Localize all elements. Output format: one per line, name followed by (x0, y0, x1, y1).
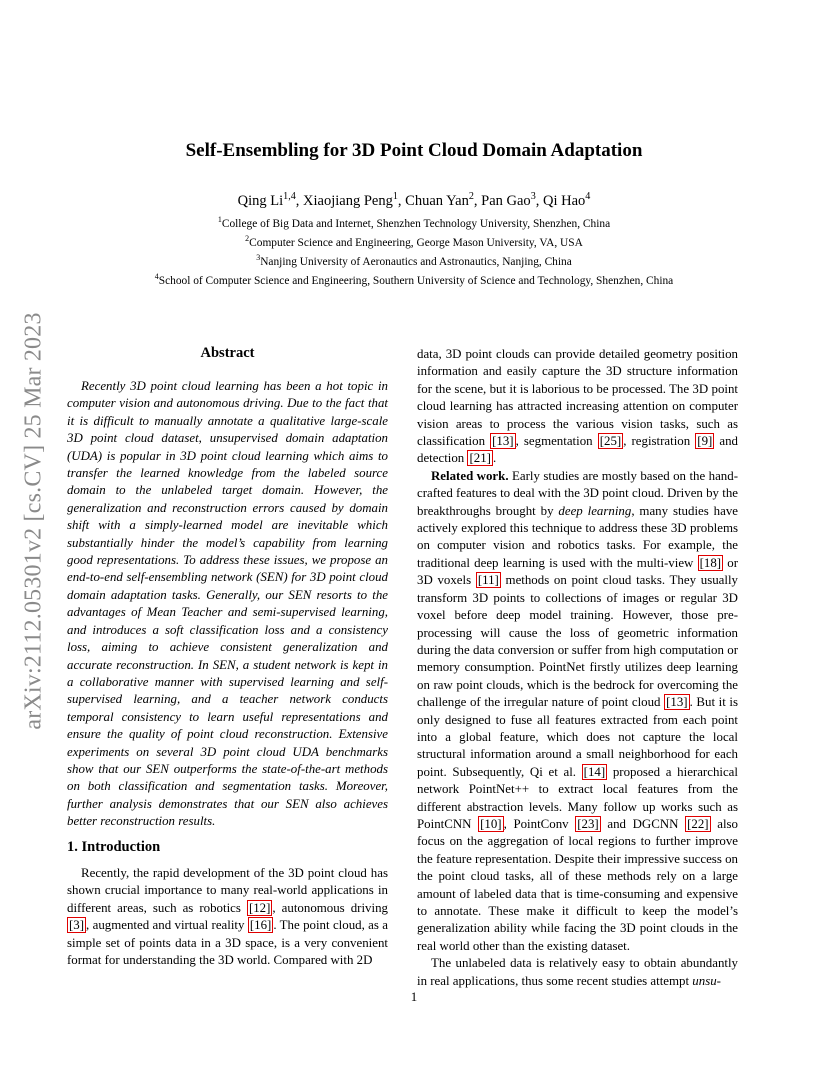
paper-title: Self-Ensembling for 3D Point Cloud Domain Adaptation (185, 140, 643, 161)
author-name: Xiaojiang Peng (303, 193, 393, 209)
body-text: . The point cloud, as a simple set of points data in a 3D space, is a very convenient format for understanding the 3D world. Compared with 2D (67, 918, 388, 968)
intro-column-right (417, 346, 739, 988)
author-list: Qing Li$^{1,4}$, Xiaojiang Peng$^1$, Chuan Yan$^2$, Pan Gao$^3$, Qi Hao$^4$ (237, 191, 591, 209)
arxiv-stamp (14, 285, 54, 757)
body-text: , many studies have actively explored this technique to address these 3D problems on computer vision and robotics tasks. For example, the traditional deep learning is used with the multi-view (417, 503, 738, 570)
page-number: 1 (410, 990, 418, 1004)
citation-link[interactable]: [13] (666, 695, 688, 710)
author-affiliation-mark: 1,4 (283, 191, 296, 203)
author-name: Pan Gao (481, 193, 531, 209)
body-text: . But it is only designed to fuse all features extracted from each point into a global feature, which does not capture the local structural information around a small neighborhood for each point. Subsequently, Qi et al. (417, 695, 738, 779)
citation-link[interactable]: [18] (699, 555, 722, 570)
emphasis-text: deep learning (558, 503, 632, 518)
body-text: . (492, 451, 497, 466)
intro-paragraph (417, 955, 738, 990)
citation-link[interactable]: [21] (469, 451, 491, 466)
citation-link[interactable]: [3] (69, 918, 85, 933)
emphasis-text: unsu- (692, 973, 721, 988)
citation-link[interactable]: [9] (697, 434, 713, 449)
paragraph-lead: Related work. (431, 468, 509, 483)
intro-paragraph (67, 865, 388, 969)
body-text: , registration (623, 434, 696, 449)
author-name: Chuan Yan (405, 193, 469, 209)
intro-column-left (67, 865, 388, 971)
affiliation-4: $^4$School of Computer Science and Engineering, Southern University of Science and Technology, Shenzhen, China (154, 272, 674, 287)
body-text: data, 3D point clouds can provide detailed geometry position information and easily capture the 3D structure information for the scene, but it is laborious to be processed. The 3D point cloud learning has attracted increasing attention on computer vision areas to process the various vision tasks, such as classification (417, 347, 738, 449)
body-text: Early studies are mostly based on the hand-crafted features to deal with the 3D point cloud. Driven by the breakthroughs brought by (417, 468, 738, 518)
citation-link[interactable]: [11] (477, 573, 499, 588)
body-text: methods on point cloud tasks. They usually transform 3D points to collections of images or regular 3D voxel before deep model training. However, those pre-processing will cause the loss of geometric information during the data conversion or suffer from high computation or memory consumption. PointNet firstly utilizes deep learning on raw point clouds, which is the bedrock for overcoming the challenge of the irregular nature of point cloud (417, 573, 738, 710)
author-affiliation-mark: 3 (530, 191, 536, 203)
affiliation-2: $^2$Computer Science and Engineering, George Mason University, VA, USA (245, 234, 583, 249)
body-text: or 3D voxels (417, 555, 738, 588)
citation-link[interactable]: [10] (480, 816, 502, 831)
citation-link[interactable]: [13] (492, 434, 514, 449)
abstract-text: Recently 3D point cloud learning has been a hot topic in computer vision and autonomous driving. Due to the fact that it is difficult to manually annotate a qualitative large-scale 3D point cloud dataset, unsupervised domain adaptation (UDA) is popular in 3D point cloud learning which aims to transfer the learned knowledge from the labeled source domain to the unlabeled target domain. However, the generalization and reconstruction errors caused by domain shift with a simply-learned model are inevitable which substantially hinder the model’s capability from learning good representations. To address these issues, we propose an end-to-end self-ensembling network (SEN) for 3D point cloud domain adaptation tasks. Generally, our SEN resorts to the advantages of Mean Teacher and semi-supervised learning, and introduces a soft classification loss and a consistency loss, aiming to achieve consistent generalization and accurate reconstruction. In SEN, a student network is kept in a collaborative manner with supervised learning and self-supervised learning, and a teacher network conducts temporal consistency to learn useful representations and ensure the quality of point cloud reconstruction. Extensive experiments on several 3D point cloud UDA benchmarks show that our SEN outperforms the state-of-the-art methods on both classification and segmentation tasks. Moreover, further analysis demonstrates that our SEN also achieves better reconstruction results. (67, 379, 388, 829)
body-text: and detection (417, 434, 739, 466)
intro-paragraph (417, 346, 738, 468)
author-affiliation-mark: 2 (468, 191, 474, 203)
body-text: , autonomous driving (272, 900, 388, 915)
author-affiliation-mark: 1 (392, 191, 398, 203)
citation-link[interactable]: [22] (687, 816, 709, 831)
citation-link[interactable]: [25] (599, 434, 622, 449)
body-text: , augmented and virtual reality (86, 918, 248, 933)
author-name: Qing Li (237, 193, 284, 209)
citation-link[interactable]: [23] (577, 816, 599, 831)
abstract-heading: Abstract (200, 345, 255, 361)
author-name: Qi Hao (543, 193, 586, 209)
citation-link[interactable]: [14] (583, 764, 606, 779)
arxiv-stamp-text: arXiv:2112.05301v2 [cs.CV] 25 Mar 2023 (20, 312, 47, 730)
affiliation-3: $^3$Nanjing University of Aeronautics and Astronautics, Nanjing, China (256, 253, 572, 268)
body-text: proposed a hierarchical network PointNet++ to extract local features from the different abstraction levels. Many follow up works such as PointCNN (417, 764, 738, 831)
body-text: The unlabeled data is relatively easy to obtain abundantly in real applications, thus some recent studies attempt (417, 956, 738, 988)
citation-link[interactable]: [12] (248, 900, 271, 915)
author-affiliation-mark: 4 (585, 191, 591, 203)
intro-paragraph (417, 468, 738, 955)
body-text: , segmentation (515, 434, 598, 449)
citation-link[interactable]: [16] (249, 918, 272, 933)
section-heading-introduction: 1. Introduction (67, 839, 161, 855)
abstract-body (67, 378, 388, 831)
body-text: and DGCNN (600, 816, 686, 831)
body-text: also focus on the aggregation of local regions to further improve the feature representation. Despite their impressive success on the point cloud tasks, all of these methods rely on a large amount of labeled data that is time-consuming and expensive to annotate. These make it difficult to keep the model’s generalization ability while facing the 3D point clouds in the real world other than the existing dataset. (417, 816, 738, 953)
body-text: Recently, the rapid development of the 3D point cloud has shown crucial importance to many real-world applications in different areas, such as robotics (67, 866, 388, 915)
affiliation-1: $^1$College of Big Data and Internet, Shenzhen Technology University, Shenzhen, China (217, 215, 611, 230)
body-text: , PointConv (503, 816, 576, 831)
